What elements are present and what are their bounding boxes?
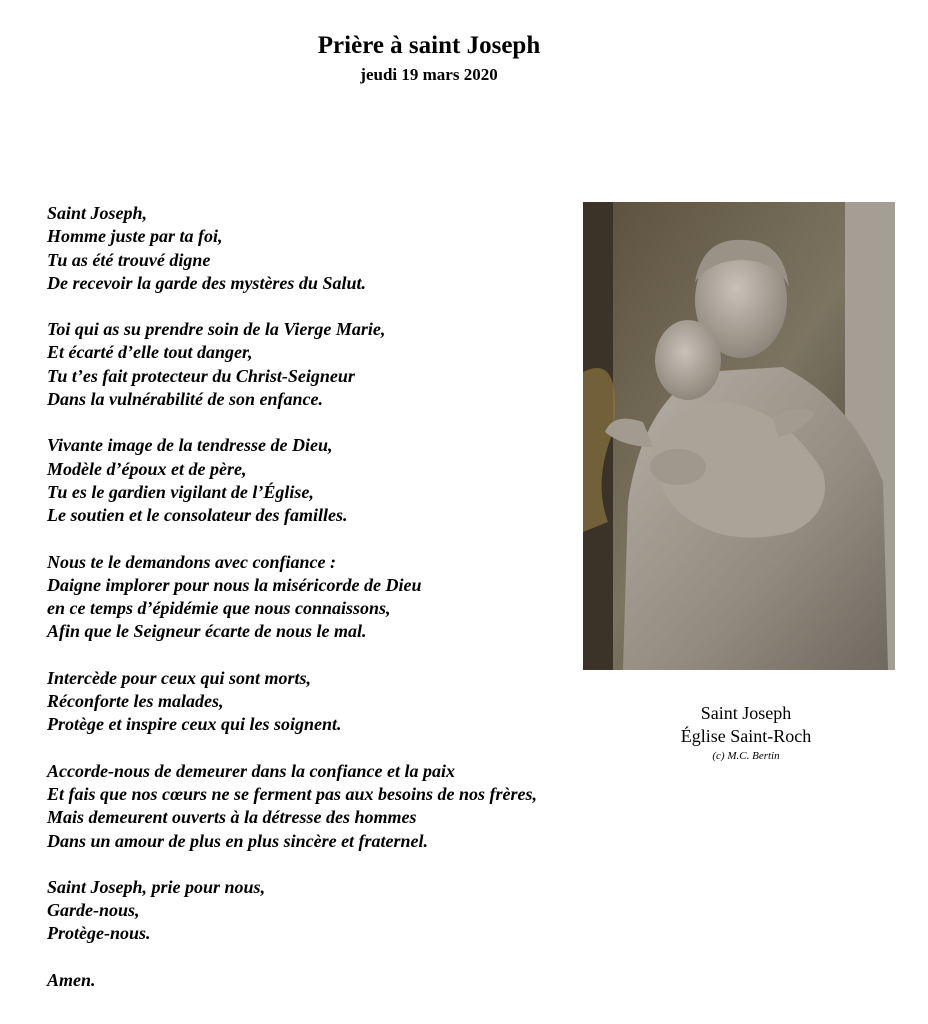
poem-line: Homme juste par ta foi, [47, 226, 223, 247]
poem-line: Et fais que nos cœurs ne se ferment pas aux besoins de nos frères, [47, 783, 538, 804]
poem-line: Dans la vulnérabilité de son enfance. [47, 389, 324, 410]
stanza [47, 202, 627, 295]
stanza [47, 434, 627, 527]
poem-line: Afin que le Seigneur écarte de nous le mal. [47, 621, 367, 642]
poem-line: Daigne implorer pour nous la miséricorde de Dieu [47, 574, 422, 595]
poem-line: Nous te le demandons avec confiance : [47, 551, 336, 572]
poem-line: Protège et inspire ceux qui les soignent. [47, 714, 342, 735]
poem-line: Amen. [47, 969, 96, 990]
poem-line: Réconforte les malades, [47, 691, 224, 712]
statue-image [583, 202, 895, 670]
statue-photo [583, 202, 895, 670]
poem-line: Dans un amour de plus en plus sincère et fraternel. [47, 830, 429, 851]
prayer-text [47, 202, 627, 1015]
poem-line: Tu as été trouvé digne [47, 249, 211, 270]
poem-line: Tu es le gardien vigilant de l’Église, [47, 481, 314, 502]
page-date: jeudi 19 mars 2020 [360, 65, 498, 84]
poem-line: Saint Joseph, prie pour nous, [47, 876, 266, 897]
stanza [47, 667, 627, 737]
stanza [47, 969, 627, 992]
caption-subject: Saint Joseph [700, 703, 792, 723]
poem-line: Modèle d’époux et de père, [47, 458, 247, 479]
poem-line: De recevoir la garde des mystères du Salut. [47, 272, 366, 293]
poem-line: Vivante image de la tendresse de Dieu, [47, 435, 333, 456]
stanza [47, 551, 627, 644]
poem-line: Et écarté d’elle tout danger, [47, 342, 253, 363]
poem-line: Le soutien et le consolateur des familles. [47, 505, 348, 526]
poem-line: Intercède pour ceux qui sont morts, [47, 667, 312, 688]
poem-line: Saint Joseph, [47, 203, 148, 223]
poem-line: Mais demeurent ouverts à la détresse des hommes [47, 807, 417, 828]
stanza [47, 318, 627, 411]
caption-location: Église Saint-Roch [680, 726, 812, 746]
poem-line: Protège-nous. [47, 923, 151, 944]
stanza [47, 760, 627, 853]
photo-caption [640, 702, 852, 764]
page-title: Prière à saint Joseph [317, 32, 541, 59]
stanza [47, 876, 627, 946]
poem-line: Garde-nous, [47, 900, 140, 921]
poem-line: Toi qui as su prendre soin de la Vierge Marie, [47, 319, 386, 340]
caption-credit: (c) M.C. Bertin [712, 750, 780, 762]
poem-line: Accorde-nous de demeurer dans la confiance et la paix [47, 760, 455, 781]
poem-line: en ce temps d’épidémie que nous connaissons, [47, 598, 391, 619]
poem-line: Tu t’es fait protecteur du Christ-Seigneur [47, 365, 355, 386]
